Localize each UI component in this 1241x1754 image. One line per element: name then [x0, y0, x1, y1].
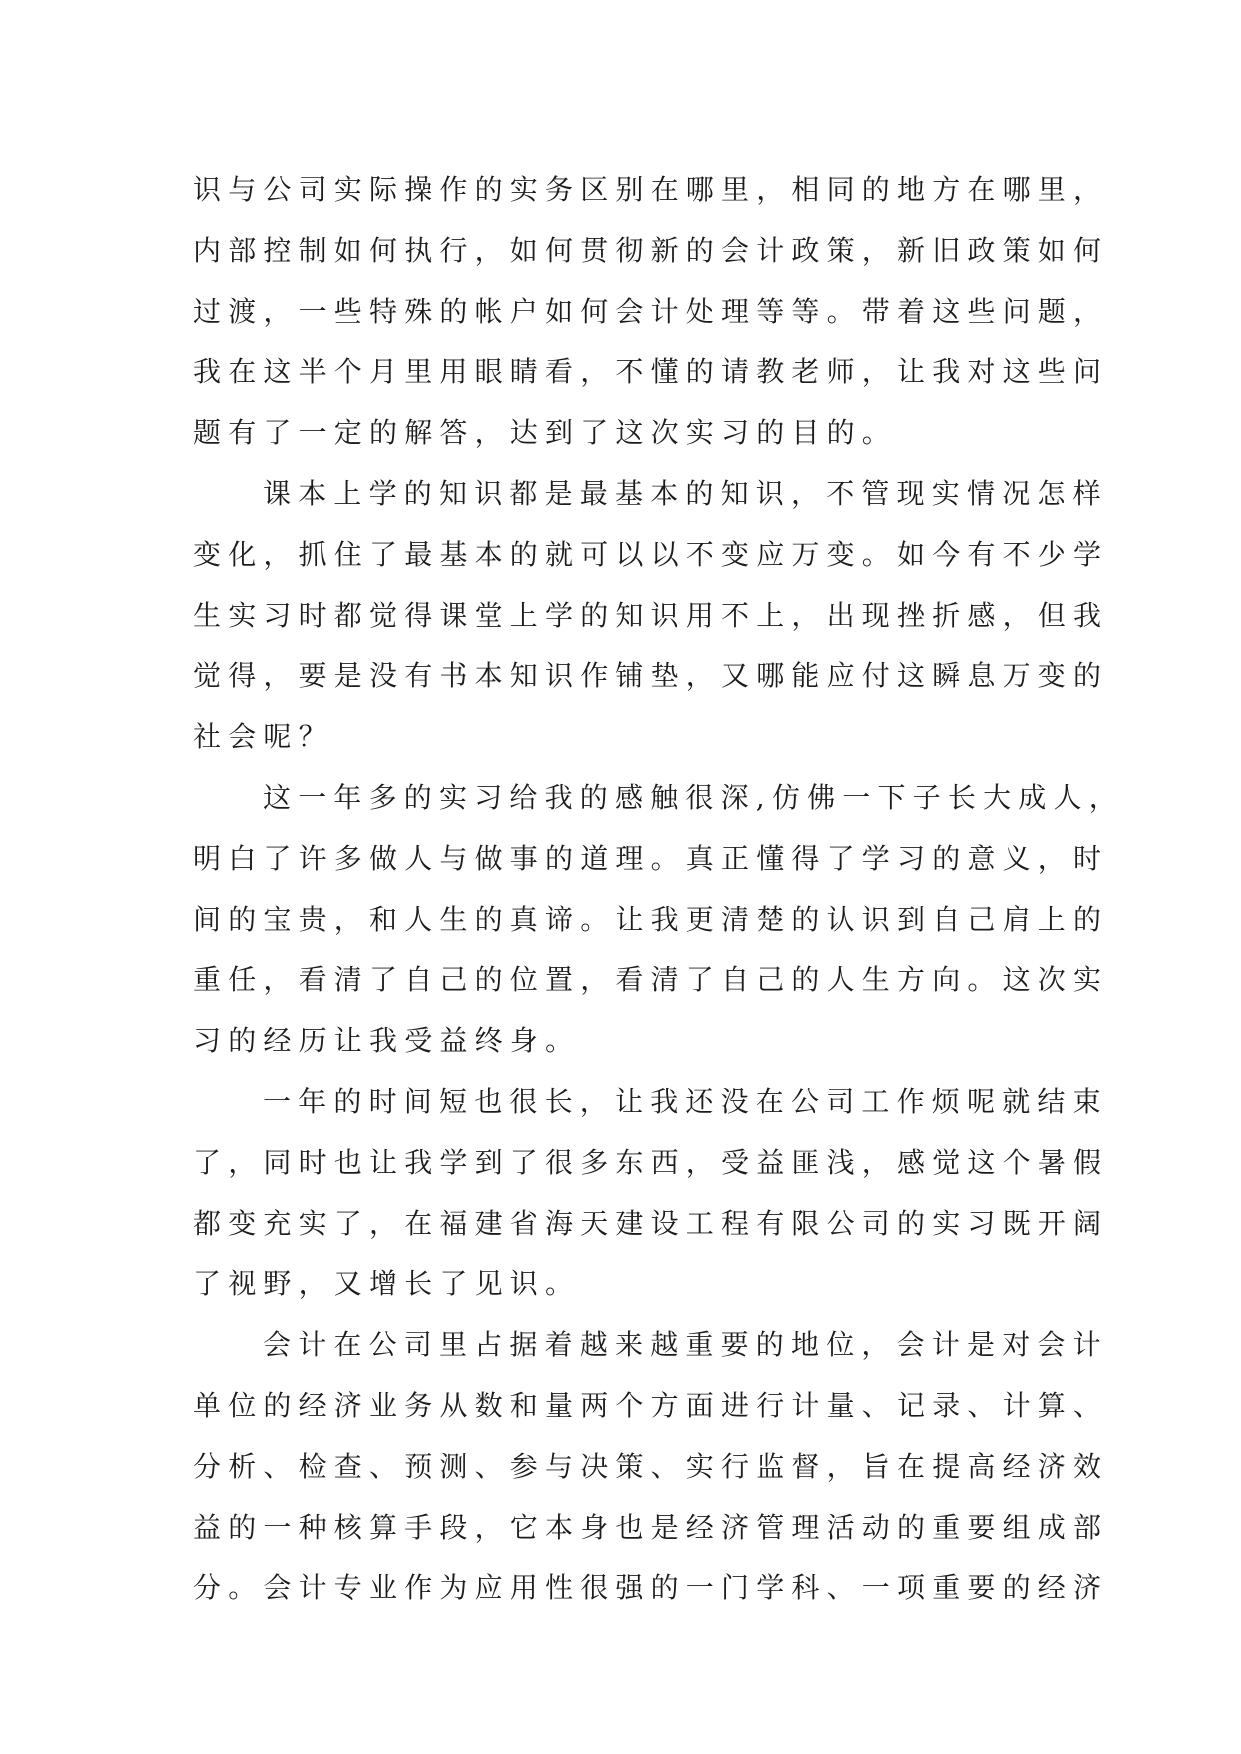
text-line: 过渡，一些特殊的帐户如何会计处理等等。带着这些问题，: [193, 294, 1109, 328]
text-line: 益的一种核算手段，它本身也是经济管理活动的重要组成部: [193, 1510, 1109, 1544]
text-line: 分析、检查、预测、参与决策、实行监督，旨在提高经济效: [193, 1449, 1109, 1483]
text-line: 重任，看清了自己的位置，看清了自己的人生方向。这次实: [193, 963, 1109, 997]
text-line: 我在这半个月里用眼睛看，不懂的请教老师，让我对这些问: [193, 355, 1109, 389]
document-body: [193, 160, 1124, 1619]
text-line: 了视野，又增长了见识。: [193, 1267, 581, 1301]
text-line: 社会呢？: [193, 720, 334, 754]
text-line: 单位的经济业务从数和量两个方面进行计量、记录、计算、: [193, 1388, 1109, 1422]
text-line: 都变充实了，在福建省海天建设工程有限公司的实习既开阔: [193, 1206, 1109, 1240]
paragraph-start-line: 会计在公司里占据着越来越重要的地位，会计是对会计: [263, 1328, 1108, 1362]
text-line: 题有了一定的解答，达到了这次实习的目的。: [193, 416, 898, 450]
text-line: 间的宝贵，和人生的真谛。让我更清楚的认识到自己肩上的: [193, 902, 1109, 936]
text-line: 习的经历让我受益终身。: [193, 1024, 581, 1058]
text-line: 变化，抓住了最基本的就可以以不变应万变。如今有不少学: [193, 537, 1109, 571]
text-line: 生实习时都觉得课堂上学的知识用不上，出现挫折感，但我: [193, 598, 1109, 632]
text-line: 了，同时也让我学到了很多东西，受益匪浅，感觉这个暑假: [193, 1145, 1109, 1179]
paragraph-start-line: 课本上学的知识都是最基本的知识，不管现实情况怎样: [263, 476, 1108, 510]
paragraph-start-line: 一年的时间短也很长，让我还没在公司工作烦呢就结束: [263, 1084, 1108, 1118]
text-line: 分。会计专业作为应用性很强的一门学科、一项重要的经济: [193, 1571, 1109, 1605]
paragraph-start-line: 这一年多的实习给我的感触很深,仿佛一下子长大成人，: [263, 780, 1124, 814]
text-line: 识与公司实际操作的实务区别在哪里，相同的地方在哪里，: [193, 173, 1109, 206]
text-line: 明白了许多做人与做事的道理。真正懂得了学习的意义，时: [193, 841, 1109, 875]
text-line: 觉得，要是没有书本知识作铺垫，又哪能应付这瞬息万变的: [193, 659, 1109, 693]
text-line: 内部控制如何执行，如何贯彻新的会计政策，新旧政策如何: [193, 233, 1109, 267]
